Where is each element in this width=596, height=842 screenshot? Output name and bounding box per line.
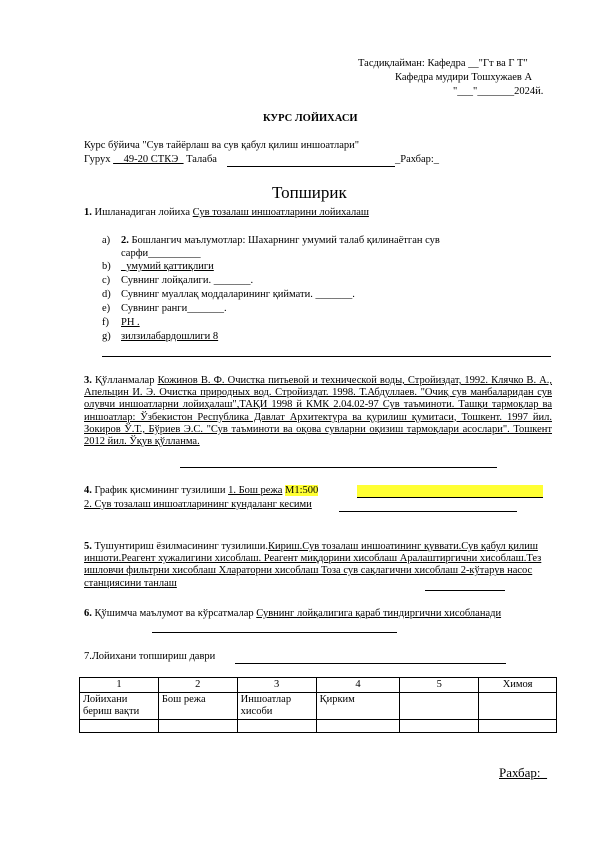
sublist-item-f: РН . [121,317,140,328]
section-4-item-2-line [339,511,517,512]
group-value: __49-20 СТКЭ_ [113,154,184,165]
schedule-table [79,677,557,733]
section-3-text: Кожинов В. Ф. Очистка питьевой и технической воды, Стройиздат, 1992. Клячко В. А., Апельцин И. Э. Очистка природных вод. Стройиздат. 1998. Т.Абдуллаев. "Очиқ сув манбаларидан сув олувчи иншоатларни лойиҳалаш",ТАҚИ 1998 й КМК 2.04.02-97 Сув таъминоти. Ташқи тармоқлар ва иншоатлар: Ўзбекистон Республика Давлат Архитектура ва қурилиш қумитаси, Тошкент. 1997 йил. Зокиров Ў.Т., Бўриев Э.С. "Сув таъминоти ва оқова сувларни оқизиш тармоқлари асослари". Тошкент 2012 йил. Ўқув қўлланма. [84,375,553,448]
section-5: 5. Тушунтириш ёзилмасининг тузилиши.Кириш.Сув тозалаш иншоатининг қуввати.Сув қабул қилиш иншоти.Реагент хужалигини хисоблаш. Реагент миқдорини хисоблаш Аралаштиргични хисоблаш.Тез ишловчи фильтрни хисоблаш Хлараторни хисоблаш Тоза сув сақлагични хисоблаш 2-кўтарув насос станциясини танлаш [84,541,542,589]
student-prefix: Талаба [186,154,217,165]
section-1-number: 1. [84,207,92,218]
section-6-end-line [152,632,397,633]
section-6: 6. Қўшимча маълумот ва кўрсатмалар Сувнинг лойқалигига қараб тиндиргични хисобланади [84,608,502,619]
advisor-label: _Рахбар:_ [395,154,440,165]
sublist-marker-a: a) [102,235,111,246]
schedule-header-cell: 1 [80,678,159,693]
schedule-cell [237,720,316,733]
section-5-text: Кириш.Сув тозалаш иншоатининг қуввати.Сув қабул қилиш иншоти.Реагент хужалигини хисоблаш. Реагент миқдорини хисоблаш Аралаштиргични хисоблаш.Тез ишловчи фильтрни хисоблаш Хлараторни хисоблаш Тоза сув сақлагични хисоблаш 2-кўтарув насос станциясини танлаш [84,541,542,589]
scale-highlight-fill [357,485,543,498]
schedule-header-row [80,678,557,693]
schedule-header-cell: Химоя [479,678,557,693]
group-prefix: Гурух [84,154,111,165]
schedule-cell [158,720,237,733]
section-1 [84,207,369,219]
sublist-item-a-number: 2. [121,235,129,246]
sublist-marker-f: f) [102,317,109,328]
section-3-label: Қўлланмалар [94,375,155,386]
approval-line-1: Тасдиқлайман: Кафедра __"Гт ва Г Т" [358,58,528,69]
section-4-item-1: 1. Бош режа [228,485,283,496]
sublist-marker-d: d) [102,289,111,300]
schedule-cell: Иншоатлар хисоби [237,693,316,720]
section-6-label: Қўшимча маълумот ва кўрсатмалар [94,608,254,619]
schedule-cell [479,720,557,733]
sublist-marker-c: c) [102,275,111,286]
section-4-item-2: 2. Сув тозалаш иншоатларининг кундаланг кесими [84,499,312,510]
schedule-header-cell: 4 [316,678,400,693]
schedule-cell: Қирким [316,693,400,720]
schedule-header-cell: 5 [400,678,479,693]
sublist-item-d: Сувнинг муаллақ моддаларининг қиймати. _______. [121,289,355,300]
sublist-item-a-cont: сарфи__________ [121,248,201,259]
section-4-number: 4. [84,485,92,496]
advisor-signature: Рахбар:_ [499,765,548,780]
course-label: Курс бўйича "Сув тайёрлаш ва сув қабул қилиш иншоатлари" [84,140,360,151]
section-3: 3. Қўлланмалар Кожинов В. Ф. Очистка питьевой и технической воды, Стройиздат, 1992. Клячко В. А., Апельцин И. Э. Очистка природных вод. Стройиздат. 1998. Т.Абдуллаев. "Очиқ сув манбаларидан сув олувчи иншоатларни лойиҳалаш",ТАҚИ 1998 й КМК 2.04.02-97 Сув таъминоти. Ташқи тармоқлар ва иншоатлар: Ўзбекистон Республика Давлат Архитектура ва қурилиш қумитаси, Тошкент. 1997 йил. Зокиров Ў.Т., Бўриев Э.С. "Сув таъминоти ва оқова сувларни оқизиш тармоқлари асослари". Тошкент 2012 йил. Ўқув қўлланма. [84,375,553,448]
sublist-item-g: зилзилабардошлиги 8 [121,331,219,342]
group-line [84,154,217,166]
section-7-line [235,663,506,664]
sublist-item-a-text: Бошлангич маълумотлар: Шахарнинг умумий талаб қилинаётган сув [128,235,440,246]
section-5-label: Тушунтириш ёзилмасининг тузилиши. [94,541,269,552]
sublist-item-a [121,235,440,247]
section-6-text: Сувнинг лойқалигига қараб тиндиргични хисобланади [256,608,502,619]
section-7-label: 7.Лойихани топшириш даври [84,651,216,662]
student-name-line [227,166,395,167]
sublist-item-e: Сувнинг ранги_______. [121,303,227,314]
section-4-label: График қисмининг тузилиши [94,485,226,496]
sublist-marker-g: g) [102,331,111,342]
schedule-cell: Лойихани бериш вақти [80,693,159,720]
schedule-row [80,693,557,720]
sublist-item-b: _умумий қаттиқлиги [121,261,214,272]
separator-line [102,356,551,357]
schedule-cell: Бош режа [158,693,237,720]
schedule-row [80,720,557,733]
schedule-cell [400,720,479,733]
scale-highlight: М1:500 [285,485,319,496]
section-4 [84,485,318,497]
schedule-cell [400,693,479,720]
schedule-cell [80,720,159,733]
sublist-marker-b: b) [102,261,111,272]
sublist-marker-e: e) [102,303,111,314]
approval-line-2: Кафедра мудири Тошхужаев А [395,72,533,83]
approval-date: "___"_______2024й. [453,86,544,97]
task-heading: Топширик [272,183,347,202]
section-1-value: Сув тозалаш иншоатларини лойихалаш [192,207,369,218]
section-5-end-line [425,590,505,591]
schedule-cell [316,720,400,733]
section-3-end-line [180,467,497,468]
section-1-label: Ишланадиган лойиха [94,207,191,218]
schedule-header-cell: 3 [237,678,316,693]
sublist-item-c: Сувнинг лойқалиги. _______. [121,275,254,286]
schedule-header-cell: 2 [158,678,237,693]
document-title: КУРС ЛОЙИХАСИ [263,113,358,124]
schedule-cell [479,693,557,720]
